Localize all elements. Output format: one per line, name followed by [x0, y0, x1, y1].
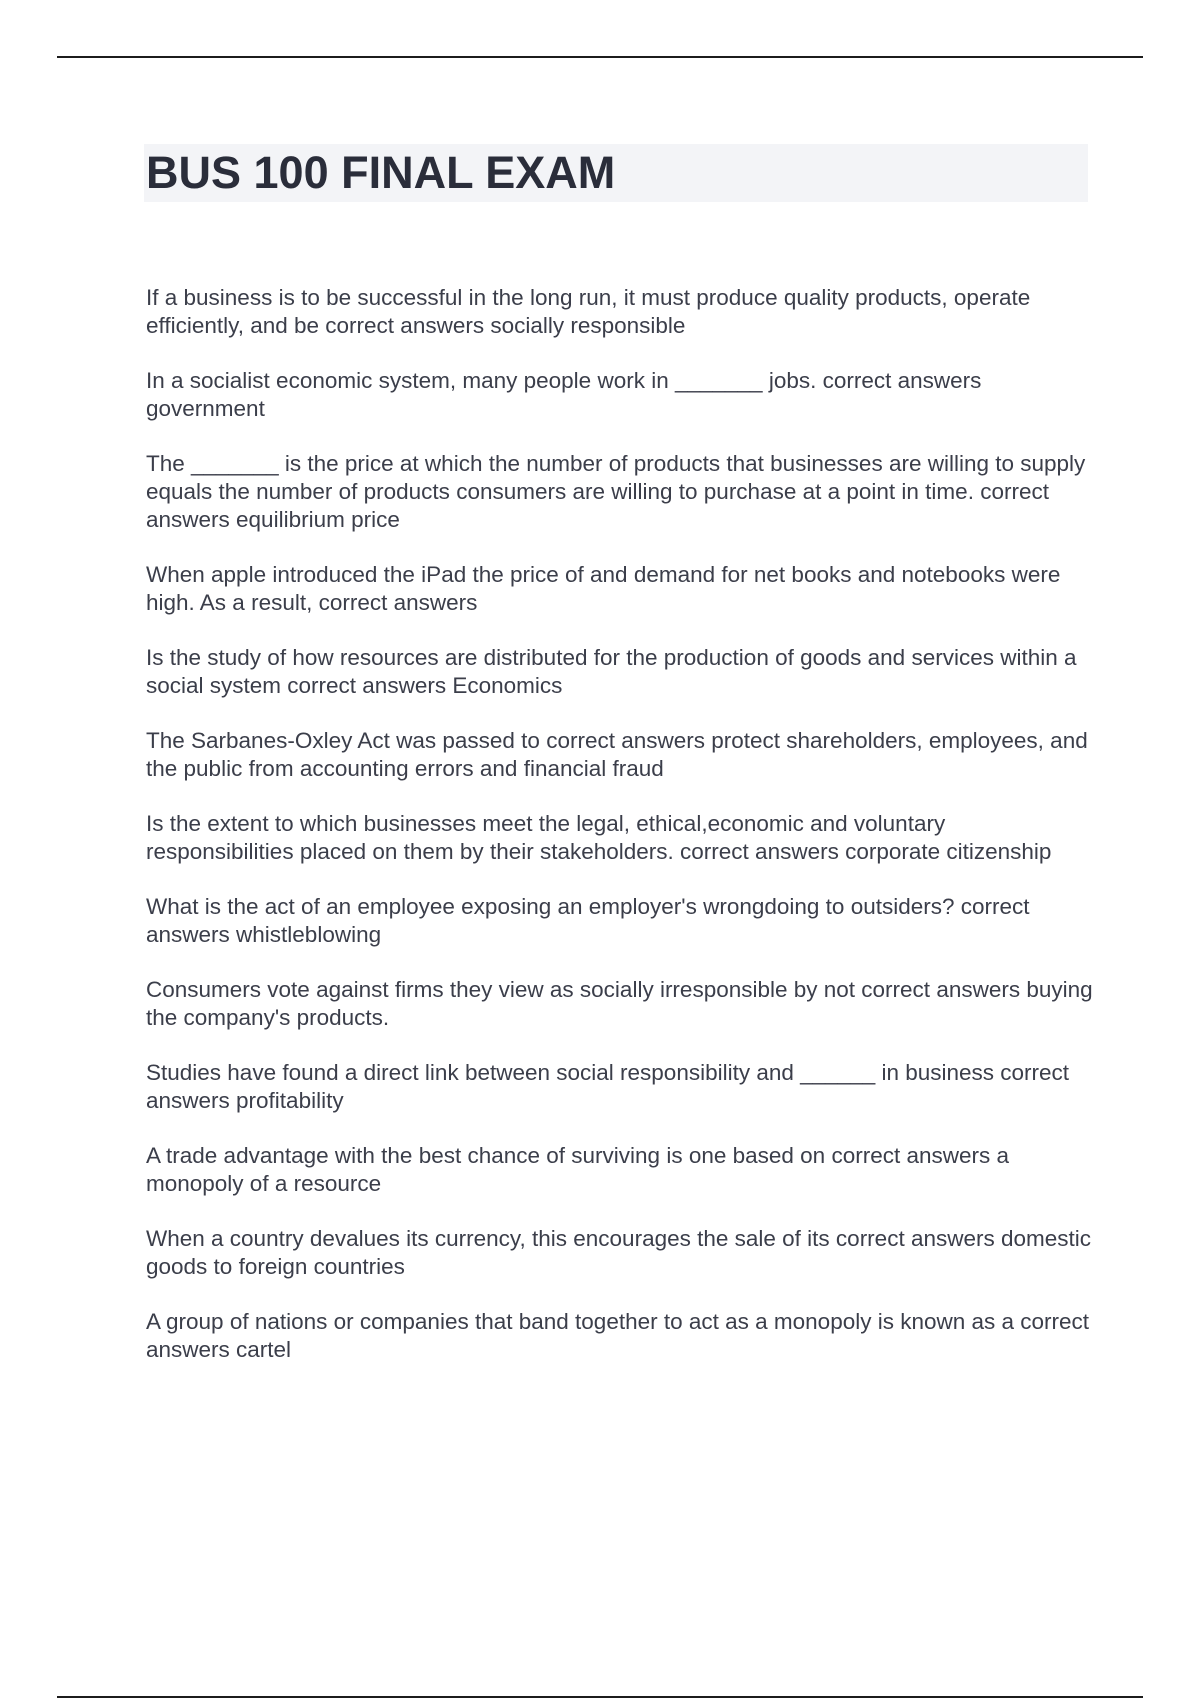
qa-item: A group of nations or companies that band together to act as a monopoly is known as a correct answers cartel	[146, 1309, 1090, 1362]
document-title: BUS 100 FINAL EXAM	[146, 147, 616, 198]
qa-item: In a socialist economic system, many people work in _______ jobs. correct answers government	[146, 368, 982, 421]
qa-item: When apple introduced the iPad the price of and demand for net books and notebooks were high. As a result, correct answers	[146, 562, 1061, 615]
qa-item: What is the act of an employee exposing an employer's wrongdoing to outsiders? correct answers whistleblowing	[146, 894, 1030, 947]
qa-list	[146, 284, 1096, 1391]
qa-item: The Sarbanes-Oxley Act was passed to correct answers protect shareholders, employees, and the public from accounting errors and financial fraud	[146, 728, 1088, 781]
footer-rule	[57, 1696, 1143, 1698]
qa-item: A trade advantage with the best chance of surviving is one based on correct answers a monopoly of a resource	[146, 1143, 1010, 1196]
qa-item: Is the extent to which businesses meet the legal, ethical,economic and voluntary responsibilities placed on them by their stakeholders. correct answers corporate citizenship	[146, 811, 1052, 864]
qa-item: The _______ is the price at which the number of products that businesses are willing to supply equals the number of products consumers are willing to purchase at a point in time. correct answers equilibrium price	[146, 451, 1086, 532]
qa-item: Is the study of how resources are distributed for the production of goods and services within a social system correct answers Economics	[146, 645, 1077, 698]
qa-item: Studies have found a direct link between social responsibility and ______ in business correct answers profitability	[146, 1060, 1070, 1113]
qa-item: If a business is to be successful in the long run, it must produce quality products, operate efficiently, and be correct answers socially responsible	[146, 285, 1031, 338]
qa-item: Consumers vote against firms they view as socially irresponsible by not correct answers buying the company's products.	[146, 977, 1093, 1030]
qa-item: When a country devalues its currency, this encourages the sale of its correct answers domestic goods to foreign countries	[146, 1226, 1092, 1279]
header-rule	[57, 56, 1143, 58]
